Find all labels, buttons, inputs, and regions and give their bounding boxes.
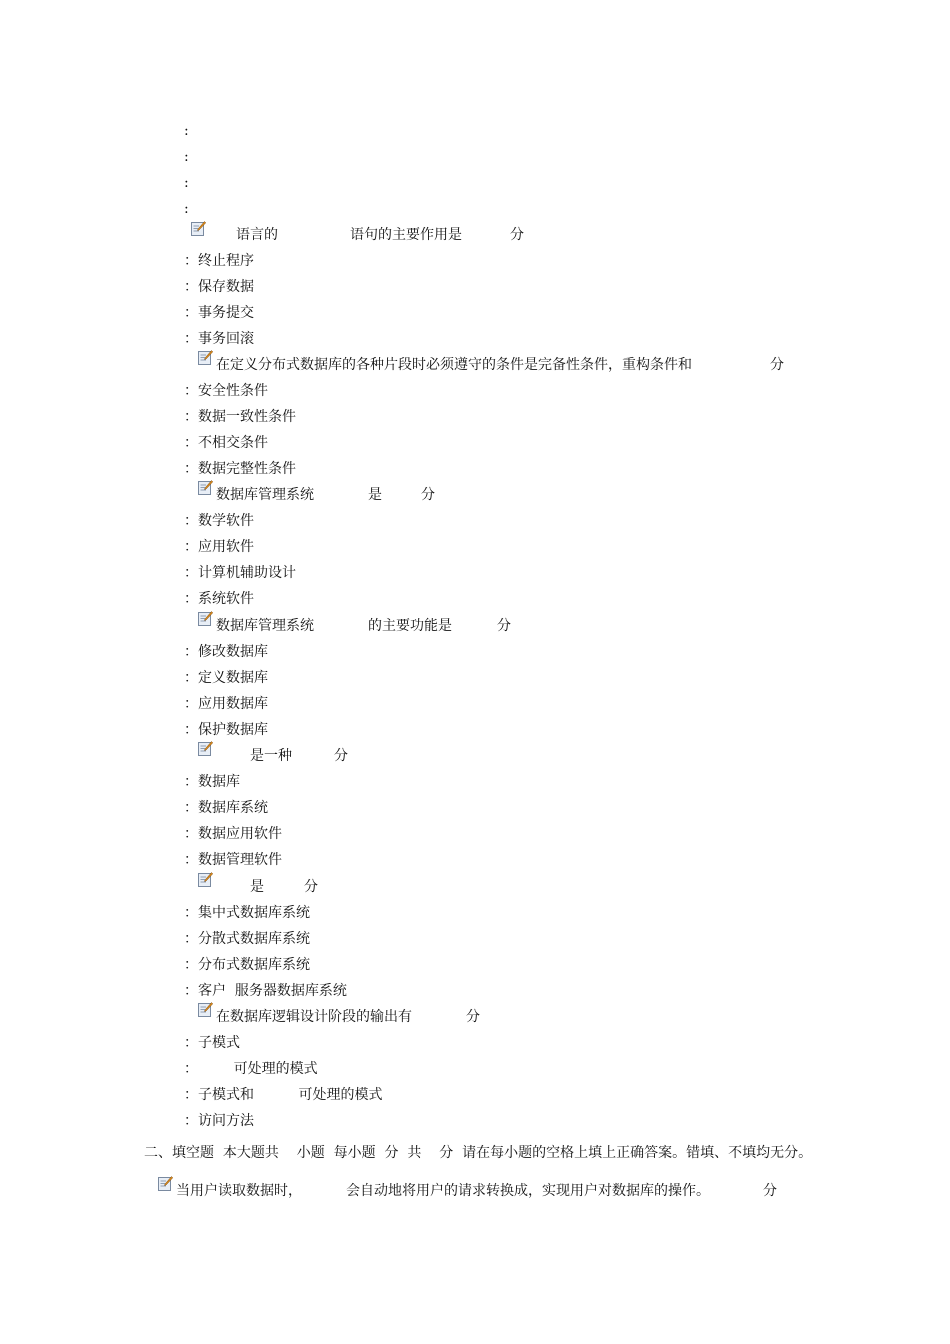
edit-note-icon <box>198 480 213 495</box>
answer-option: ：数学软件 <box>184 513 254 529</box>
question-score: 分 <box>763 1183 777 1199</box>
answer-option: ：分散式数据库系统 <box>184 931 310 947</box>
answer-option: ：数据应用软件 <box>184 826 282 842</box>
answer-option: ：客户 服务器数据库系统 <box>184 983 347 999</box>
edit-note-icon <box>198 872 213 887</box>
answer-option: ：系统软件 <box>184 591 254 607</box>
answer-option: ：保存数据 <box>184 279 254 295</box>
edit-note-icon <box>198 611 213 626</box>
answer-option: ：访问方法 <box>184 1113 254 1129</box>
answer-option: ：数据库系统 <box>184 800 268 816</box>
question-text: 是一种 <box>250 748 292 764</box>
edit-note-icon <box>158 1176 173 1191</box>
answer-option: ：子模式和 可处理的模式 <box>184 1087 383 1103</box>
answer-option: ：定义数据库 <box>184 670 268 686</box>
question-score: 分 <box>421 487 435 503</box>
answer-option: ：应用数据库 <box>184 696 268 712</box>
question-text: 在定义分布式数据库的各种片段时必须遵守的条件是完备性条件，重构条件和 <box>216 357 692 373</box>
answer-option: ：分布式数据库系统 <box>184 957 310 973</box>
option-marker: : <box>184 175 189 191</box>
question-text: 数据库管理系统 <box>216 487 314 503</box>
question-score: 分 <box>510 227 524 243</box>
answer-option: ：计算机辅助设计 <box>184 565 296 581</box>
edit-note-icon <box>198 741 213 756</box>
answer-option: ：数据完整性条件 <box>184 461 296 477</box>
answer-option: ：子模式 <box>184 1035 240 1051</box>
question-score: 分 <box>466 1009 480 1025</box>
answer-option: ：集中式数据库系统 <box>184 905 310 921</box>
question-text: 语句的主要作用是 <box>350 227 462 243</box>
edit-note-icon <box>198 350 213 365</box>
question-text: 是 <box>250 879 264 895</box>
answer-option: ：数据库 <box>184 774 240 790</box>
answer-option: ：不相交条件 <box>184 435 268 451</box>
option-marker: : <box>184 149 189 165</box>
answer-option: ：数据一致性条件 <box>184 409 296 425</box>
answer-option: ：事务回滚 <box>184 331 254 347</box>
question-score: 分 <box>497 618 511 634</box>
answer-option: ：保护数据库 <box>184 722 268 738</box>
answer-option: ：应用软件 <box>184 539 254 555</box>
answer-option: ：终止程序 <box>184 253 254 269</box>
option-marker: : <box>184 201 189 217</box>
question-text: 数据库管理系统 <box>216 618 314 634</box>
answer-option: ：安全性条件 <box>184 383 268 399</box>
option-marker: : <box>184 123 189 139</box>
answer-option: ：事务提交 <box>184 305 254 321</box>
question-text: 在数据库逻辑设计阶段的输出有 <box>216 1009 412 1025</box>
question-score: 分 <box>770 357 784 373</box>
section-heading: 二、填空题 本大题共 小题 每小题 分 共 分 请在每小题的空格上填上正确答案。错填、不填均无分。 <box>144 1145 813 1161</box>
question-score: 分 <box>304 879 318 895</box>
question-text: 的主要功能是 <box>368 618 452 634</box>
question-text: 是 <box>368 487 382 503</box>
question-text: 会自动地将用户的请求转换成，实现用户对数据库的操作。 <box>346 1183 710 1199</box>
answer-option: ：数据管理软件 <box>184 852 282 868</box>
question-score: 分 <box>334 748 348 764</box>
question-text: 语言的 <box>236 227 278 243</box>
edit-note-icon <box>191 221 206 236</box>
answer-option: ： 可处理的模式 <box>184 1061 318 1077</box>
question-text: 当用户读取数据时， <box>176 1183 302 1199</box>
edit-note-icon <box>198 1002 213 1017</box>
answer-option: ：修改数据库 <box>184 644 268 660</box>
